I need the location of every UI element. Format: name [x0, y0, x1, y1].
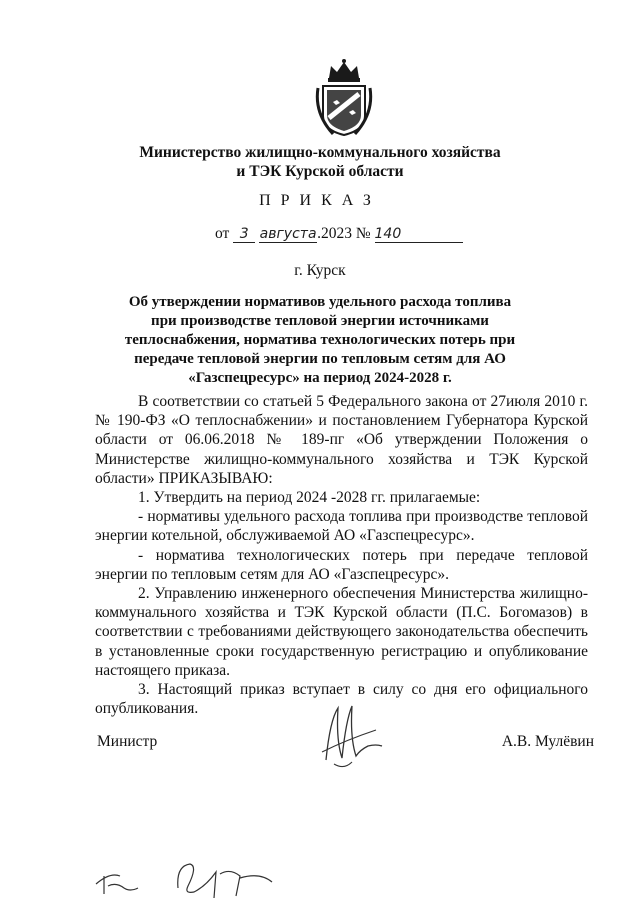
approval-initials — [90, 858, 280, 902]
body-item-1: 1. Утвердить на период 2024 -2028 гг. прилагаемые: — [138, 489, 481, 507]
body-item-1a: - нормативы удельного расхода топлива при производстве тепловой энергии котельной, обслуживаемой АО «Газспецресурс». — [95, 508, 588, 545]
date-day: 3 — [233, 226, 255, 243]
handwritten-signature — [316, 700, 386, 772]
signer-name: А.В. Мулёвин — [501, 733, 594, 750]
order-title: ПРИКАЗ — [259, 192, 381, 209]
city: г. Курск — [294, 262, 346, 279]
coat-of-arms-emblem — [315, 58, 373, 136]
date-year: .2023 — [317, 225, 352, 242]
order-date-line — [215, 225, 475, 243]
ministry-name-line2: и ТЭК Курской области — [236, 163, 404, 180]
order-body — [95, 392, 588, 718]
ministry-name-line1: Министерство жилищно-коммунального хозяйства — [139, 144, 501, 161]
order-number: 140 — [375, 226, 463, 243]
body-item-3: 3. Настоящий приказ вступает в силу со дня его официального опубликования. — [95, 681, 588, 718]
body-item-1b: - норматива технологических потерь при передаче тепловой энергии по тепловым сетям для АО «Газспецресурс». — [95, 546, 588, 583]
body-item-2: 2. Управлению инженерного обеспечения Министерства жилищно-коммунального хозяйства и ТЭК Курской области (П.С. Богомазов) в соответствии с требованиями действующего законодательства обеспечить в установленные сроки государственную регистрацию и опубликование настоящего приказа. — [95, 585, 588, 679]
order-subject: Об утверждении нормативов удельного расхода топлива при производстве тепловой энергии источниками теплоснабжения, норматива технологических потерь при передаче тепловой энергии по тепловым сетям для АО «Газспецресурс» на период 2024-2028 г. — [124, 294, 516, 386]
date-prefix: от — [215, 225, 230, 242]
body-intro: В соответствии со статьей 5 Федерального закона от 27июля 2010 г. № 190-ФЗ «О теплоснабжении» и постановлением Губернатора Курской области от 06.06.2018 № 189-пг «Об утверждении Положения о Министерстве жилищно-коммунального хозяйства и ТЭК Курской области» ПРИКАЗЫВАЮ: — [95, 393, 588, 487]
date-month: августа — [259, 226, 317, 242]
signer-position: Министр — [97, 733, 158, 750]
number-sign: № — [355, 225, 371, 242]
